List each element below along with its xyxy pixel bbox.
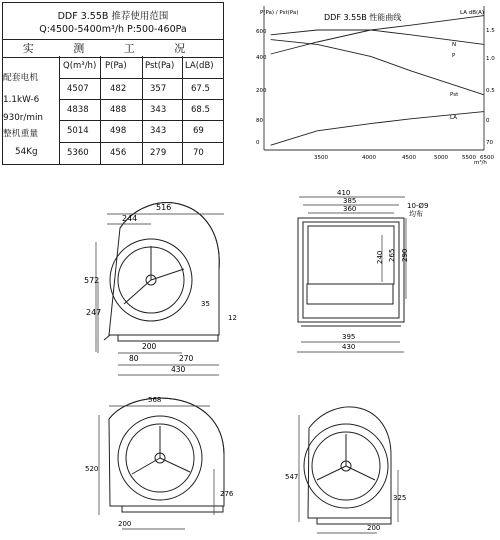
table-cell: 498 — [110, 126, 127, 136]
motor-power: 1.1kW-6 — [3, 95, 40, 105]
y2-tick: 1.0 — [486, 56, 495, 62]
weight-value: 54Kg — [15, 147, 38, 157]
dim-385: 385 — [343, 197, 357, 205]
table-cell: 4507 — [67, 84, 89, 94]
x-tick: 6500 — [480, 155, 494, 161]
dim-bolt-holes: 10-Ø9 — [407, 202, 429, 210]
bottom-left-drawing — [84, 386, 252, 536]
dim-290: 290 — [401, 248, 409, 262]
table-cell: 5360 — [67, 148, 89, 158]
series-label-p: P — [452, 53, 456, 59]
bottom-right-drawing — [283, 394, 438, 538]
table-cell: 4838 — [67, 105, 89, 115]
dim-430-side: 430 — [342, 343, 356, 351]
dim-244: 244 — [122, 214, 138, 223]
dim-12: 12 — [228, 314, 237, 322]
series-label-n: N — [452, 42, 457, 48]
y-tick: 600 — [256, 29, 267, 35]
measured-table — [59, 56, 224, 164]
side-view-drawing — [281, 186, 457, 364]
x-tick: 5000 — [434, 155, 448, 161]
y2-tick: 1.5 — [486, 28, 495, 34]
table-cell: 343 — [150, 126, 167, 136]
x-tick: 4000 — [362, 155, 376, 161]
spec-section-header: 实 测 工 况 — [3, 39, 223, 58]
dim-35: 35 — [201, 300, 210, 308]
y-tick: 80 — [256, 118, 263, 124]
col-la: LA(dB) — [185, 61, 214, 71]
table-cell: 456 — [110, 148, 127, 158]
chart-title: DDF 3.55B 性能曲线 — [324, 13, 402, 22]
dim-240: 240 — [376, 250, 384, 264]
dim-568: 568 — [148, 396, 162, 404]
dim-325: 325 — [393, 494, 407, 502]
y2-axis-label: LA dB(A) — [460, 10, 485, 16]
dim-200: 200 — [142, 342, 157, 351]
dim-430: 430 — [171, 365, 186, 374]
dim-572: 572 — [84, 276, 100, 285]
table-cell: 482 — [110, 84, 127, 94]
spec-table — [2, 2, 224, 165]
table-cell: 69 — [193, 126, 204, 136]
table-cell: 279 — [150, 148, 167, 158]
dim-247: 247 — [86, 308, 102, 317]
dim-360: 360 — [343, 205, 357, 213]
table-cell: 488 — [110, 105, 127, 115]
spec-range: Q:4500-5400m³/h P:500-460Pa — [39, 24, 187, 35]
table-cell: 357 — [150, 84, 167, 94]
dim-395: 395 — [342, 333, 356, 341]
col-p: P(Pa) — [105, 61, 127, 71]
col-q: Q(m³/h) — [63, 61, 97, 71]
dim-410: 410 — [337, 189, 351, 197]
table-cell: 70 — [193, 148, 204, 158]
table-cell: 67.5 — [191, 84, 210, 94]
col-pst: Pst(Pa) — [145, 61, 175, 71]
y-tick: 200 — [256, 88, 267, 94]
y2-tick: 0 — [486, 118, 490, 124]
dim-265: 265 — [388, 248, 396, 262]
motor-speed: 930r/min — [3, 113, 43, 123]
y2-tick: 70 — [486, 140, 493, 146]
dim-200-bl: 200 — [118, 520, 132, 528]
dim-80: 80 — [129, 354, 139, 363]
dim-516: 516 — [156, 203, 172, 212]
table-cell: 5014 — [67, 126, 89, 136]
spec-title: DDF 3.55B 推荐使用范围 — [57, 11, 169, 22]
x-tick: 3500 — [314, 155, 328, 161]
table-cell: 68.5 — [191, 105, 210, 115]
y-tick: 0 — [256, 140, 260, 146]
weight-label: 整机重量 — [3, 129, 39, 139]
x-tick: 4500 — [402, 155, 416, 161]
dim-276: 276 — [220, 490, 234, 498]
dim-270: 270 — [179, 354, 194, 363]
x-axis-label: m³/h — [474, 160, 487, 166]
table-cell: 343 — [150, 105, 167, 115]
x-tick: 5500 — [462, 155, 476, 161]
front-view-drawing — [80, 192, 255, 378]
y-axis-label: P(Pa) / Pst(Pa) — [260, 10, 299, 16]
series-label-pst: Pst — [450, 92, 459, 98]
motor-label: 配套电机 — [3, 73, 39, 83]
series-label-la: LA — [450, 115, 457, 121]
dim-evenly-spaced: 均布 — [409, 210, 423, 218]
dim-200-br: 200 — [367, 524, 381, 532]
dim-547: 547 — [285, 473, 299, 481]
dim-520: 520 — [85, 465, 99, 473]
y-tick: 400 — [256, 55, 267, 61]
y2-tick: 0.5 — [486, 88, 495, 94]
performance-chart — [252, 2, 498, 170]
